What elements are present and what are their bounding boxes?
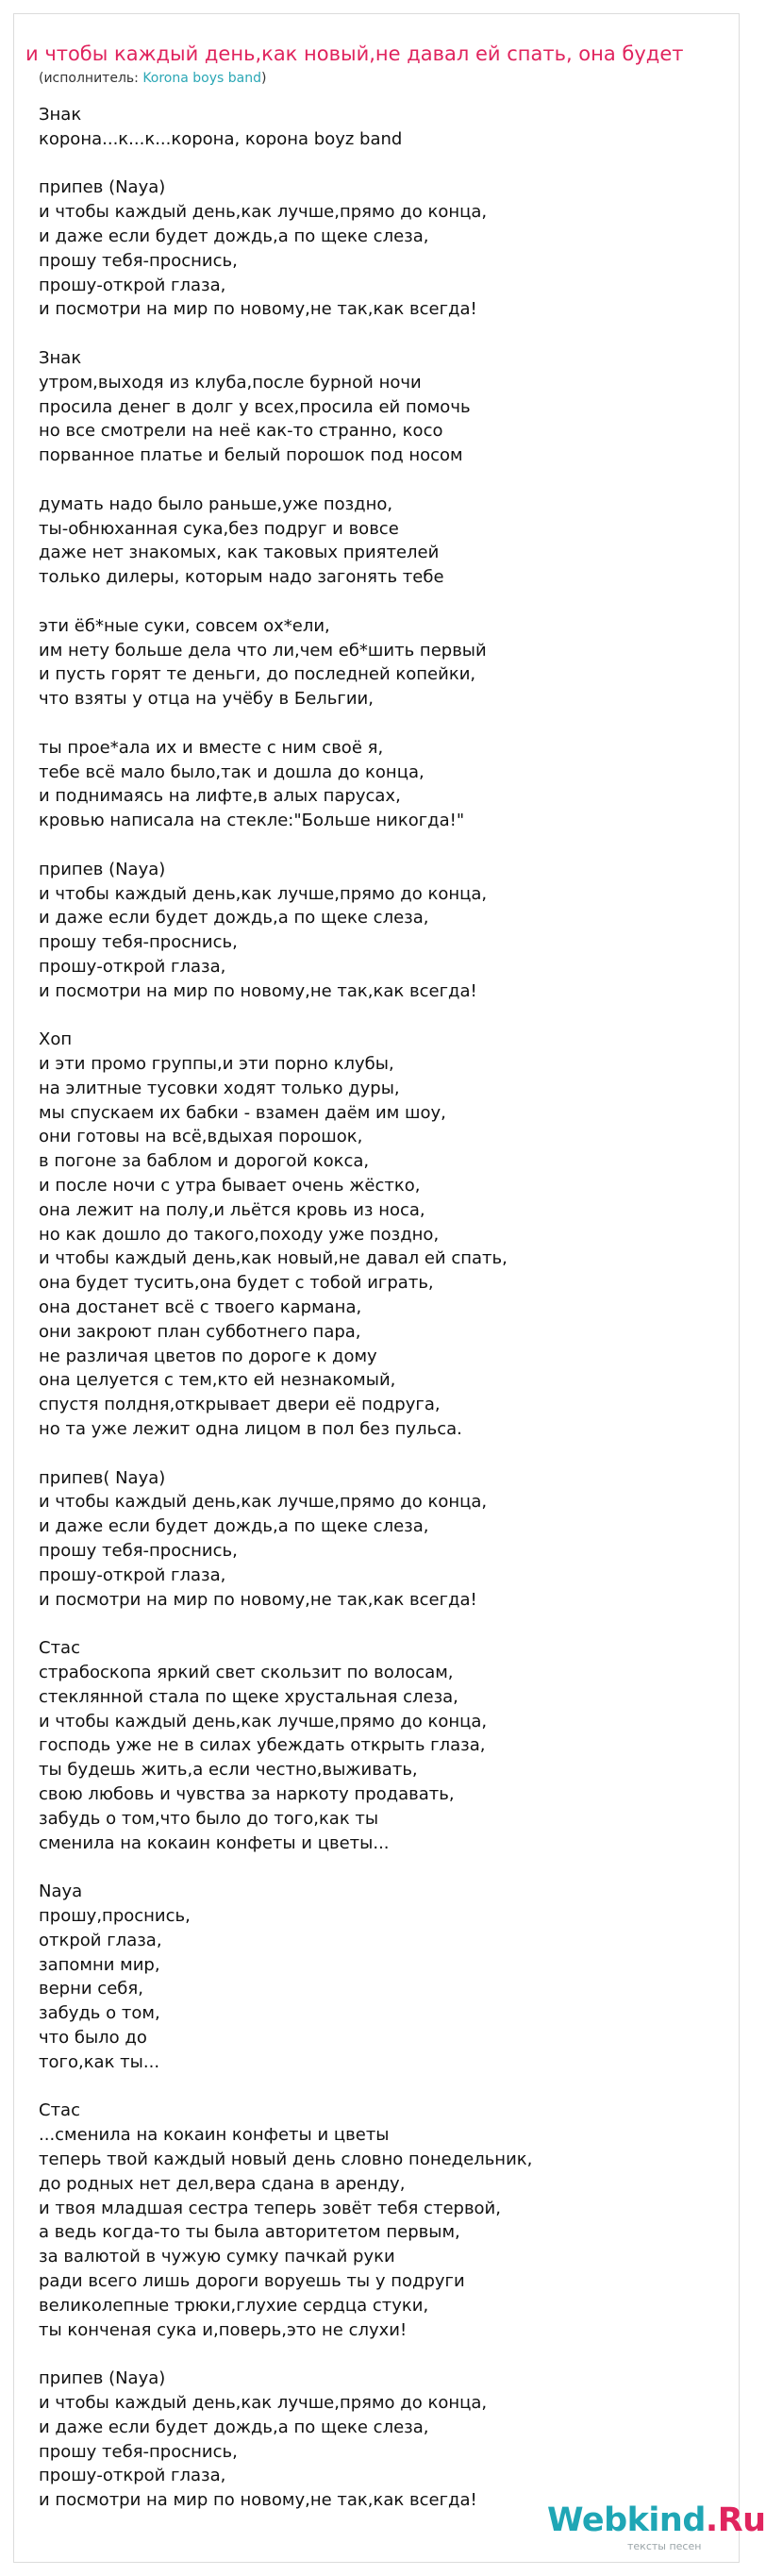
- lyrics-line: порванное платье и белый порошок под носом: [39, 445, 463, 466]
- song-title: и чтобы каждый день,как новый,не давал ей спать, она будет: [25, 42, 684, 65]
- lyrics-line: и чтобы каждый день,как лучше,прямо до конца,: [39, 202, 488, 223]
- lyrics-line: и посмотри на мир по новому,не так,как всегда!: [39, 299, 477, 320]
- lyrics-blank-line: [39, 1003, 718, 1028]
- lyrics-line: ты будешь жить,а если честно,выживать,: [39, 1760, 418, 1781]
- lyrics-line: и твоя младшая сестра теперь зовёт тебя стервой,: [39, 2198, 501, 2218]
- lyrics-line: и после ночи с утра бывает очень жёстко,: [39, 1176, 421, 1196]
- lyrics-line: прошу-открой глаза,: [39, 1564, 226, 1585]
- lyrics-blank-line: [39, 152, 718, 176]
- lyrics-line: прошу-открой глаза,: [39, 275, 226, 295]
- lyrics-line: и посмотри на мир по новому,не так,как всегда!: [39, 980, 477, 1001]
- lyrics-line: утром,выходя из клуба,после бурной ночи: [39, 372, 422, 393]
- lyrics-line: и чтобы каждый день,как новый,не давал ей спать,: [39, 1248, 508, 1269]
- lyrics-line: прошу-открой глаза,: [39, 956, 226, 977]
- lyrics-line: и чтобы каждый день,как лучше,прямо до конца,: [39, 1492, 488, 1513]
- logo-subtitle: тексты песен: [627, 2540, 702, 2552]
- lyrics-line: думать надо было раньше,уже поздно,: [39, 493, 393, 514]
- lyrics-line: страбоскопа яркий свет скользит по волосам,: [39, 1663, 454, 1682]
- lyrics-line: ты прое*ала их и вместе с ним своё я,: [39, 737, 384, 758]
- lyrics-line: и чтобы каждый день,как лучше,прямо до конца,: [39, 2392, 488, 2413]
- lyrics-line: ...сменила на кокаин конфеты и цветы: [39, 2125, 390, 2146]
- lyrics-blank-line: [39, 2342, 718, 2367]
- lyrics-line: она лежит на полу,и льётся кровь из носа,: [39, 1199, 425, 1220]
- lyrics-line: теперь твой каждый новый день словно понедельник,: [39, 2149, 533, 2169]
- logo-wordmark: [547, 2500, 766, 2541]
- lyrics-line: открой глаза,: [39, 1930, 162, 1950]
- artist-prefix: (исполнитель:: [39, 71, 143, 86]
- site-logo[interactable]: [547, 2500, 766, 2556]
- artist-line: [39, 70, 266, 87]
- lyrics-line: только дилеры, которым надо загонять тебе: [39, 567, 444, 588]
- lyrics-line: забудь о том,: [39, 2003, 160, 2024]
- lyrics-line: великолепные трюки,глухие сердца стуки,: [39, 2295, 429, 2316]
- lyrics-line: она целуется с тем,кто ей незнакомый,: [39, 1370, 396, 1391]
- lyrics-line: Знак: [39, 347, 82, 368]
- artist-link[interactable]: Korona boys band: [142, 71, 261, 86]
- lyrics-blank-line: [39, 322, 718, 346]
- lyrics-line: в погоне за баблом и дорогой кокса,: [39, 1151, 370, 1172]
- lyrics-blank-line: [39, 2075, 718, 2099]
- lyrics-line: они готовы на всё,вдыхая порошок,: [39, 1127, 363, 1147]
- lyrics-line: эти ёб*ные суки, совсем ох*ели,: [39, 615, 330, 636]
- lyrics-line: до родных нет дел,вера сдана в аренду,: [39, 2173, 406, 2194]
- lyrics-line: припев (Naya): [39, 177, 166, 198]
- lyrics-line: но та уже лежит одна лицом в пол без пульса.: [39, 1419, 462, 1440]
- lyrics-line: и поднимаясь на лифте,в алых парусах,: [39, 786, 401, 807]
- lyrics-line: Знак: [39, 105, 82, 125]
- logo-word: Webkind: [547, 2501, 706, 2539]
- lyrics-line: просила денег в долг у всех,просила ей помочь: [39, 396, 471, 417]
- lyrics-line: и посмотри на мир по новому,не так,как всегда!: [39, 1589, 477, 1610]
- lyrics-blank-line: [39, 1855, 718, 1880]
- lyrics-line: Стас: [39, 1638, 80, 1659]
- lyrics-line: того,как ты...: [39, 2051, 160, 2072]
- lyrics-line: припев( Naya): [39, 1467, 166, 1488]
- lyrics-line: и пусть горят те деньги, до последней копейки,: [39, 664, 476, 685]
- lyrics-line: им нету больше дела что ли,чем еб*шить первый: [39, 640, 487, 661]
- artist-suffix: ): [260, 71, 267, 86]
- lyrics-line: и даже если будет дождь,а по щеке слеза,: [39, 1516, 429, 1537]
- lyrics-line: господь уже не в силах убеждать открыть глаза,: [39, 1735, 486, 1756]
- lyrics-line: прошу тебя-проснись,: [39, 2441, 238, 2462]
- lyrics-line: ты конченая сука и,поверь,это не слухи!: [39, 2319, 408, 2340]
- lyrics-line: прошу-открой глаза,: [39, 2466, 226, 2486]
- lyrics-line: Naya: [39, 1882, 83, 1902]
- lyrics-line: и даже если будет дождь,а по щеке слеза,: [39, 908, 429, 928]
- lyrics-line: прошу тебя-проснись,: [39, 1541, 238, 1562]
- lyrics-line: забудь о том,что было до того,как ты: [39, 1808, 379, 1829]
- lyrics-line: корона...к...к...корона, корона boyz band: [39, 128, 403, 149]
- lyrics-blank-line: [39, 711, 718, 736]
- lyrics-line: Хоп: [39, 1029, 73, 1050]
- lyrics-line: свою любовь и чувства за наркоту продавать,: [39, 1783, 455, 1804]
- lyrics-line: за валютой в чужую сумку пачкай руки: [39, 2247, 395, 2267]
- lyrics-line: и чтобы каждый день,как лучше,прямо до конца,: [39, 1711, 488, 1731]
- lyrics-line: не различая цветов по дороге к дому: [39, 1346, 377, 1366]
- lyrics-line: стеклянной стала по щеке хрустальная слеза,: [39, 1686, 458, 1707]
- lyrics-line: и даже если будет дождь,а по щеке слеза,: [39, 226, 429, 246]
- lyrics-line: мы спускаем их бабки - взамен даём им шоу,: [39, 1102, 446, 1123]
- lyrics-blank-line: [39, 833, 718, 858]
- lyrics-line: они закроют план субботнего пара,: [39, 1321, 361, 1342]
- lyrics-body: [39, 103, 718, 2513]
- lyrics-line: но как дошло до такого,походу уже поздно,: [39, 1224, 440, 1245]
- lyrics-line: и эти промо группы,и эти порно клубы,: [39, 1054, 394, 1075]
- lyrics-line: ты-обнюханная сука,без подруг и вовсе: [39, 518, 399, 539]
- lyrics-line: и чтобы каждый день,как лучше,прямо до конца,: [39, 883, 488, 904]
- lyrics-blank-line: [39, 590, 718, 614]
- lyrics-line: на элитные тусовки ходят только дуры,: [39, 1078, 400, 1098]
- lyrics-blank-line: [39, 1442, 718, 1466]
- lyrics-line: даже нет знакомых, как таковых приятелей: [39, 543, 440, 563]
- lyrics-line: а ведь когда-то ты была авторитетом первым,: [39, 2222, 460, 2243]
- lyrics-line: прошу тебя-проснись,: [39, 250, 238, 271]
- lyrics-line: что было до: [39, 2027, 147, 2048]
- lyrics-line: что взяты у отца на учёбу в Бельгии,: [39, 689, 374, 710]
- lyrics-line: Стас: [39, 2100, 80, 2121]
- lyrics-line: ради всего лишь дороги воруешь ты у подруги: [39, 2270, 465, 2291]
- logo-tld: .Ru: [705, 2501, 766, 2539]
- lyrics-line: прошу,проснись,: [39, 1905, 191, 1926]
- lyrics-line: и даже если будет дождь,а по щеке слеза,: [39, 2417, 429, 2437]
- lyrics-line: припев (Naya): [39, 859, 166, 879]
- lyrics-line: верни себя,: [39, 1979, 143, 1999]
- lyrics-line: прошу тебя-проснись,: [39, 932, 238, 953]
- lyrics-line: припев (Naya): [39, 2368, 166, 2389]
- lyrics-line: и посмотри на мир по новому,не так,как всегда!: [39, 2490, 477, 2511]
- lyrics-line: она будет тусить,она будет с тобой играть,: [39, 1273, 434, 1294]
- lyrics-line: сменила на кокаин конфеты и цветы...: [39, 1832, 390, 1853]
- lyrics-line: спустя полдня,открывает двери её подруга,: [39, 1395, 441, 1415]
- lyrics-line: кровью написала на стекле:"Больше никогда!": [39, 811, 465, 831]
- lyrics-line: тебе всё мало было,так и дошла до конца,: [39, 761, 425, 782]
- lyrics-blank-line: [39, 1612, 718, 1636]
- lyrics-line: она достанет всё с твоего кармана,: [39, 1297, 362, 1318]
- lyrics-line: но все смотрели на неё как-то странно, косо: [39, 421, 443, 442]
- lyrics-blank-line: [39, 468, 718, 493]
- lyrics-line: запомни мир,: [39, 1954, 160, 1975]
